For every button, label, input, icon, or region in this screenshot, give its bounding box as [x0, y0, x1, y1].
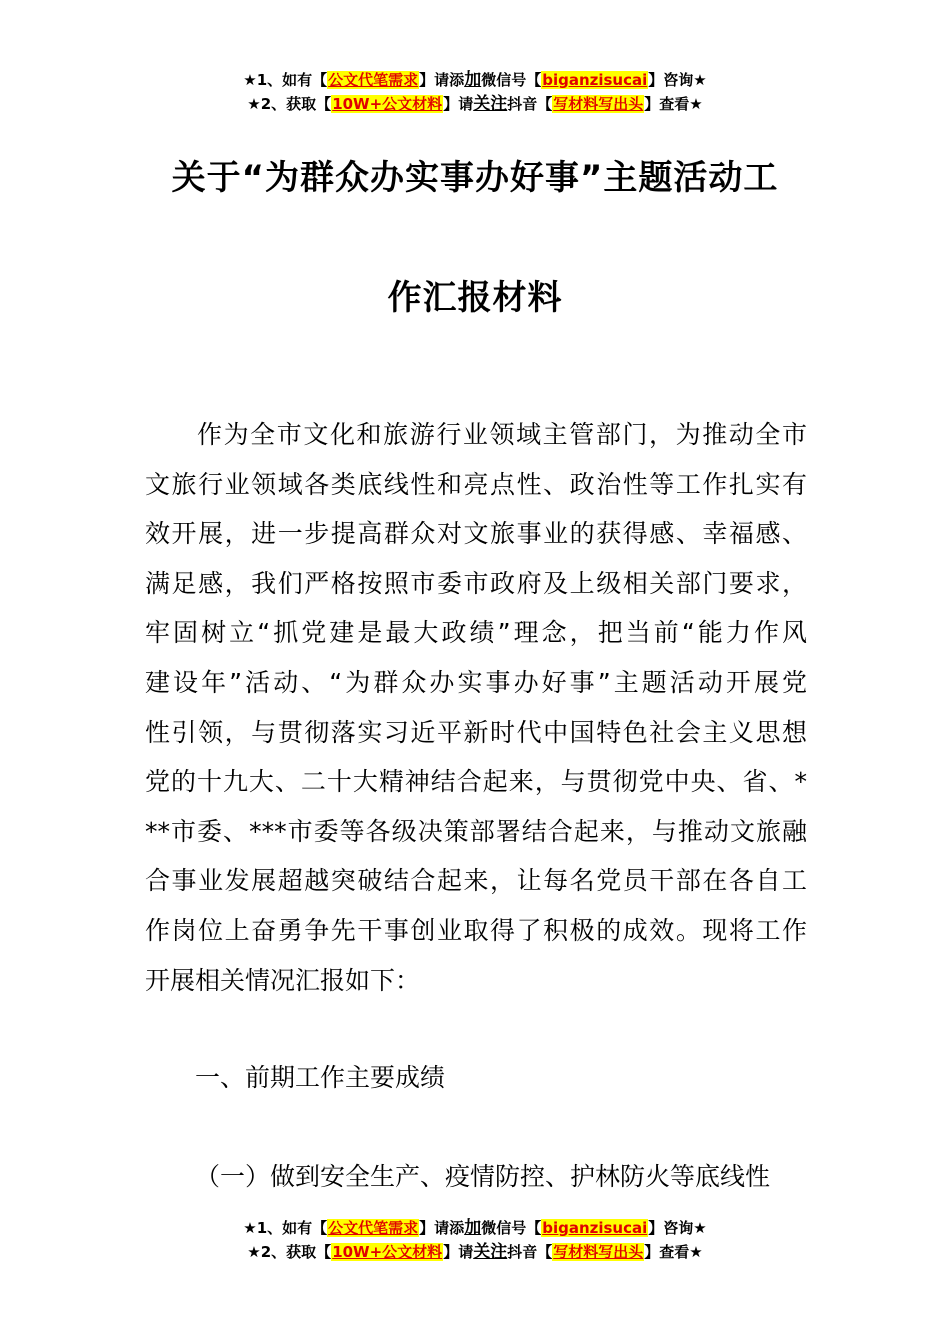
paragraph-line: 合事业发展超越突破结合起来，让每名党员干部在各自工 — [145, 866, 807, 896]
highlight-wechat-id: biganzisucai — [542, 71, 648, 89]
paragraph-line: 文旅行业领域各类底线性和亮点性、政治性等工作扎实有 — [145, 469, 807, 499]
paragraph-line: 作岗位上奋勇争先干事创业取得了积极的成效。现将工作 — [145, 915, 807, 945]
paragraph-line: 开展相关情况汇报如下： — [145, 965, 421, 995]
paragraph-line: 建设年”活动、“为群众办实事办好事”主题活动开展党 — [145, 667, 807, 697]
header-banner — [0, 68, 950, 116]
paragraph-line: 性引领，与贯彻落实习近平新时代中国特色社会主义思想 — [145, 717, 807, 747]
banner-line-1: ★1、如有【公文代笔需求】请添加微信号【biganzisucai】咨询★ — [243, 1218, 707, 1238]
highlight-douyin: 写材料写出头 — [553, 1243, 644, 1261]
paragraph-line: 效开展，进一步提高群众对文旅事业的获得感、幸福感、 — [145, 519, 807, 549]
paragraph-line: 满足感，我们严格按照市委市政府及上级相关部门要求， — [145, 568, 807, 598]
highlight-service: 公文代笔需求 — [328, 71, 419, 89]
document-title-line-2: 作汇报材料 — [387, 278, 563, 318]
document-title-line-1: 关于“为群众办实事办好事”主题活动工 — [171, 158, 779, 198]
banner-line-1: ★1、如有【公文代笔需求】请添加微信号【biganzisucai】咨询★ — [243, 70, 707, 90]
subsection-heading-1: （一）做到安全生产、疫情防控、护林防火等底线性 — [195, 1162, 771, 1191]
paragraph-line: 作为全市文化和旅游行业领域主管部门，为推动全市 — [197, 420, 807, 449]
paragraph-line: 党的十九大、二十大精神结合起来，与贯彻党中央、省、* — [145, 767, 807, 797]
highlight-wechat-id: biganzisucai — [542, 1219, 648, 1237]
banner-line-2: ★2、获取【10W+公文材料】请关注抖音【写材料写出头】查看★ — [247, 1242, 703, 1262]
paragraph-line: **市委、***市委等各级决策部署结合起来，与推动文旅融 — [145, 816, 807, 846]
paragraph-line: 牢固树立“抓党建是最大政绩”理念，把当前“能力作风 — [145, 618, 807, 648]
highlight-service: 公文代笔需求 — [328, 1219, 419, 1237]
banner-line-2: ★2、获取【10W+公文材料】请关注抖音【写材料写出头】查看★ — [247, 94, 703, 114]
highlight-douyin: 写材料写出头 — [553, 95, 644, 113]
footer-banner — [0, 1216, 950, 1264]
highlight-materials: 10W+公文材料 — [332, 95, 443, 113]
highlight-materials: 10W+公文材料 — [332, 1243, 443, 1261]
section-heading-1: 一、前期工作主要成绩 — [195, 1063, 446, 1092]
body-paragraph-1 — [145, 410, 807, 1005]
